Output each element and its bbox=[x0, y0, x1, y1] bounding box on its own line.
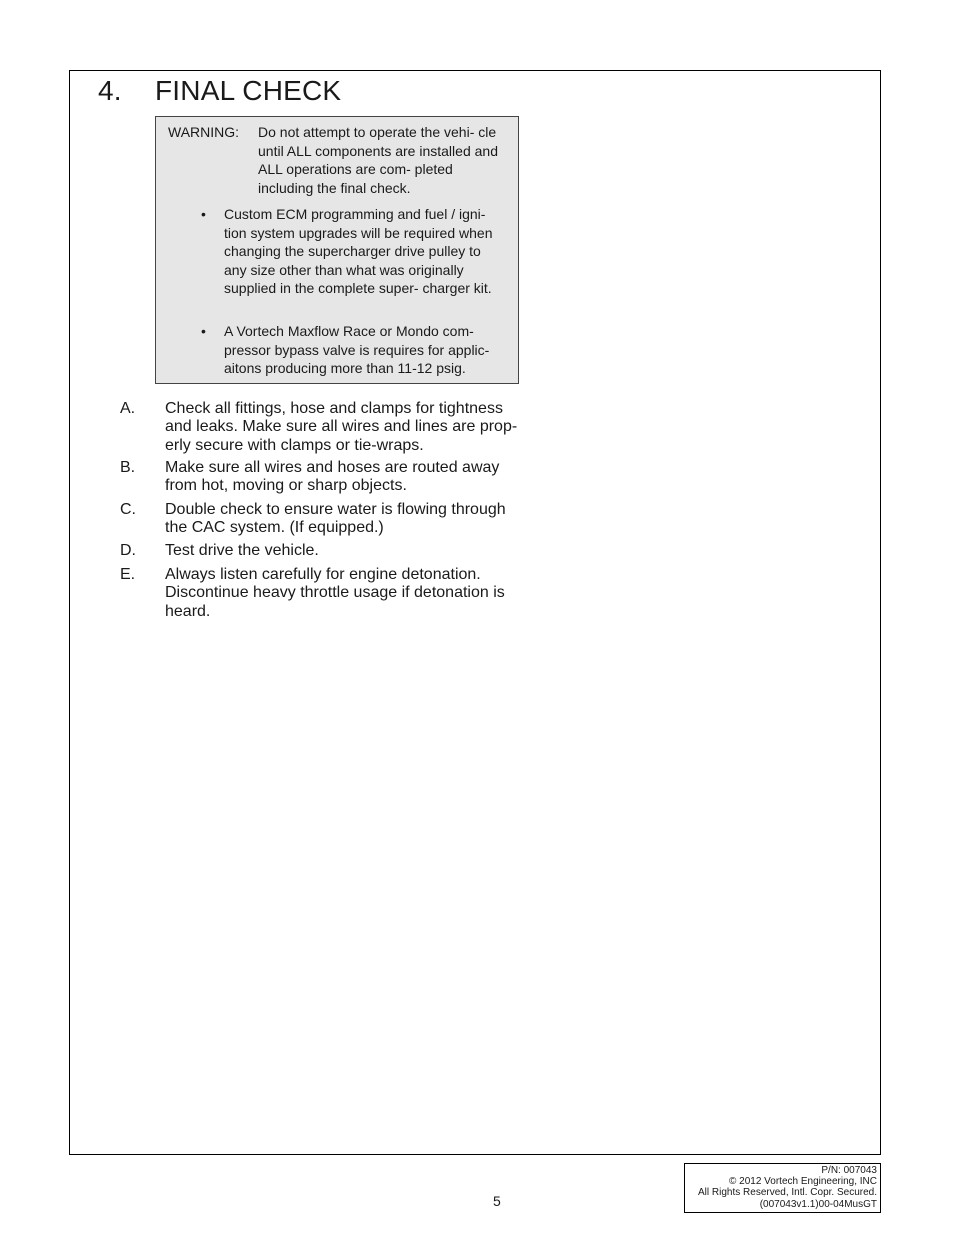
page-number: 5 bbox=[493, 1193, 501, 1209]
bullet-icon: • bbox=[201, 206, 206, 222]
footer-copyright: © 2012 Vortech Engineering, INC bbox=[728, 1176, 877, 1188]
step-letter: D. bbox=[120, 542, 136, 559]
footer-doc-id: (007043v1.1)00-04MusGT bbox=[759, 1198, 877, 1210]
warning-bullet-text: A Vortech Maxflow Race or Mondo com- pressor bypass valve is requires for applic- aitons producing more than 11-12 psig. bbox=[224, 323, 490, 377]
step-text: Test drive the vehicle. bbox=[165, 542, 319, 559]
footer-part-number: P/N: 007043 bbox=[821, 1165, 877, 1176]
bullet-icon: • bbox=[201, 323, 206, 339]
step-text: Always listen carefully for engine detonation. Discontinue heavy throttle usage if detonation is heard. bbox=[165, 566, 505, 620]
section-heading bbox=[98, 74, 341, 108]
step-letter: A. bbox=[120, 400, 136, 417]
step-text: Check all fittings, hose and clamps for tightness and leaks. Make sure all wires and lines are prop- erly secure with clamps or tie-wraps. bbox=[165, 400, 518, 454]
step-letter: E. bbox=[120, 566, 136, 583]
section-number: 4. bbox=[98, 75, 122, 106]
warning-bullet-text: Custom ECM programming and fuel / igni- tion system upgrades will be required when changing the supercharger drive pulley to any size other than what was originally supplied in the complete super- charger kit. bbox=[224, 206, 493, 297]
step-letter: C. bbox=[120, 501, 136, 518]
footer-rights: All Rights Reserved, Intl. Copr. Secured. bbox=[698, 1187, 877, 1199]
section-title: FINAL CHECK bbox=[155, 75, 342, 106]
warning-label: WARNING: bbox=[168, 124, 240, 140]
step-text: Make sure all wires and hoses are routed away from hot, moving or sharp objects. bbox=[165, 459, 500, 495]
footer-info-box bbox=[684, 1163, 881, 1213]
warning-text: Do not attempt to operate the vehi- cle until ALL components are installed and ALL operations are com- pleted including the final check. bbox=[258, 124, 498, 196]
step-text: Double check to ensure water is flowing through the CAC system. (If equipped.) bbox=[165, 501, 506, 537]
warning-box bbox=[155, 116, 519, 384]
step-letter: B. bbox=[120, 459, 136, 476]
